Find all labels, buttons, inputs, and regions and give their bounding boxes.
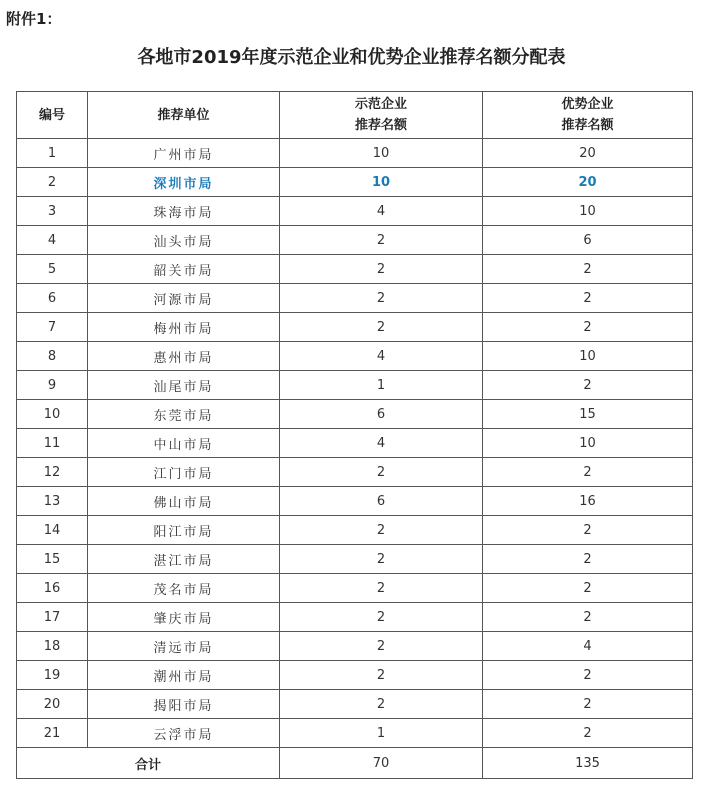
row-no: 17 <box>17 603 88 632</box>
table-row <box>17 139 693 168</box>
row-demo-quota: 2 <box>280 603 483 632</box>
header-demo-line1: 示范企业 <box>354 97 407 112</box>
table-row <box>17 313 693 342</box>
table-row <box>17 661 693 690</box>
total-demo: 70 <box>280 748 483 779</box>
row-adv-quota: 2 <box>483 574 693 603</box>
row-no: 16 <box>17 574 88 603</box>
row-unit: 肇庆市局 <box>88 603 280 632</box>
row-demo-quota: 2 <box>280 545 483 574</box>
row-adv-quota: 2 <box>483 313 693 342</box>
row-demo-quota: 10 <box>280 139 483 168</box>
document-title: 各地市2019年度示范企业和优势企业推荐名额分配表 <box>137 47 566 68</box>
row-adv-quota: 16 <box>483 487 693 516</box>
table-header <box>17 92 693 139</box>
row-adv-quota: 2 <box>483 458 693 487</box>
table-row <box>17 719 693 748</box>
row-adv-quota: 6 <box>483 226 693 255</box>
row-adv-quota: 20 <box>483 139 693 168</box>
row-unit: 梅州市局 <box>88 313 280 342</box>
row-unit: 东莞市局 <box>88 400 280 429</box>
row-unit: 潮州市局 <box>88 661 280 690</box>
total-adv: 135 <box>483 748 693 779</box>
row-demo-quota: 2 <box>280 255 483 284</box>
row-no: 7 <box>17 313 88 342</box>
row-adv-quota: 15 <box>483 400 693 429</box>
header-demo-line2: 推荐名额 <box>354 118 407 133</box>
row-no: 4 <box>17 226 88 255</box>
row-no: 11 <box>17 429 88 458</box>
row-adv-quota: 2 <box>483 284 693 313</box>
header-adv-line2: 推荐名额 <box>561 118 614 133</box>
table-row <box>17 429 693 458</box>
row-unit: 江门市局 <box>88 458 280 487</box>
row-no: 10 <box>17 400 88 429</box>
row-unit: 韶关市局 <box>88 255 280 284</box>
row-demo-quota: 4 <box>280 197 483 226</box>
row-no: 15 <box>17 545 88 574</box>
row-demo-quota: 1 <box>280 719 483 748</box>
total-row <box>17 748 693 779</box>
row-adv-quota: 2 <box>483 545 693 574</box>
row-adv-quota: 2 <box>483 690 693 719</box>
table-row <box>17 168 693 197</box>
table-row <box>17 342 693 371</box>
row-no: 21 <box>17 719 88 748</box>
row-no: 12 <box>17 458 88 487</box>
table-row <box>17 603 693 632</box>
row-demo-quota: 2 <box>280 574 483 603</box>
table-row <box>17 516 693 545</box>
table-row <box>17 632 693 661</box>
row-adv-quota: 2 <box>483 255 693 284</box>
table-row <box>17 197 693 226</box>
row-adv-quota: 10 <box>483 429 693 458</box>
row-adv-quota: 10 <box>483 197 693 226</box>
row-unit: 深圳市局 <box>88 168 280 197</box>
row-no: 20 <box>17 690 88 719</box>
header-adv-line1: 优势企业 <box>561 97 614 112</box>
total-label: 合计 <box>17 748 280 779</box>
row-adv-quota: 2 <box>483 516 693 545</box>
row-demo-quota: 2 <box>280 690 483 719</box>
header-row <box>17 92 693 139</box>
row-adv-quota: 2 <box>483 603 693 632</box>
header-demo-quota <box>280 92 483 139</box>
row-adv-quota: 4 <box>483 632 693 661</box>
row-demo-quota: 2 <box>280 661 483 690</box>
row-unit: 汕尾市局 <box>88 371 280 400</box>
row-unit: 汕头市局 <box>88 226 280 255</box>
row-no: 6 <box>17 284 88 313</box>
row-unit: 揭阳市局 <box>88 690 280 719</box>
row-demo-quota: 6 <box>280 487 483 516</box>
row-no: 9 <box>17 371 88 400</box>
row-no: 18 <box>17 632 88 661</box>
row-demo-quota: 4 <box>280 342 483 371</box>
table-row <box>17 400 693 429</box>
table-body <box>17 139 693 748</box>
row-adv-quota: 2 <box>483 371 693 400</box>
row-unit: 佛山市局 <box>88 487 280 516</box>
row-demo-quota: 2 <box>280 632 483 661</box>
row-no: 14 <box>17 516 88 545</box>
row-demo-quota: 2 <box>280 516 483 545</box>
table-row <box>17 487 693 516</box>
row-demo-quota: 10 <box>280 168 483 197</box>
row-adv-quota: 20 <box>483 168 693 197</box>
row-demo-quota: 1 <box>280 371 483 400</box>
header-no: 编号 <box>17 92 88 139</box>
row-demo-quota: 2 <box>280 284 483 313</box>
table-row <box>17 226 693 255</box>
row-no: 19 <box>17 661 88 690</box>
row-unit: 湛江市局 <box>88 545 280 574</box>
row-adv-quota: 2 <box>483 661 693 690</box>
row-no: 8 <box>17 342 88 371</box>
table-row <box>17 545 693 574</box>
row-adv-quota: 10 <box>483 342 693 371</box>
row-unit: 广州市局 <box>88 139 280 168</box>
row-no: 1 <box>17 139 88 168</box>
table-row <box>17 574 693 603</box>
row-demo-quota: 6 <box>280 400 483 429</box>
table-row <box>17 284 693 313</box>
row-unit: 阳江市局 <box>88 516 280 545</box>
row-unit: 中山市局 <box>88 429 280 458</box>
table-row <box>17 371 693 400</box>
row-unit: 云浮市局 <box>88 719 280 748</box>
row-no: 2 <box>17 168 88 197</box>
attachment-label: 附件1： <box>6 10 62 28</box>
row-unit: 茂名市局 <box>88 574 280 603</box>
allocation-table <box>16 91 693 779</box>
row-unit: 河源市局 <box>88 284 280 313</box>
table-footer <box>17 748 693 779</box>
row-demo-quota: 2 <box>280 313 483 342</box>
table-row <box>17 255 693 284</box>
row-unit: 珠海市局 <box>88 197 280 226</box>
row-unit: 惠州市局 <box>88 342 280 371</box>
row-demo-quota: 2 <box>280 226 483 255</box>
header-adv-quota <box>483 92 693 139</box>
header-unit: 推荐单位 <box>88 92 280 139</box>
row-adv-quota: 2 <box>483 719 693 748</box>
row-no: 13 <box>17 487 88 516</box>
table-row <box>17 690 693 719</box>
table-row <box>17 458 693 487</box>
row-unit: 清远市局 <box>88 632 280 661</box>
row-no: 5 <box>17 255 88 284</box>
row-demo-quota: 2 <box>280 458 483 487</box>
row-no: 3 <box>17 197 88 226</box>
row-demo-quota: 4 <box>280 429 483 458</box>
